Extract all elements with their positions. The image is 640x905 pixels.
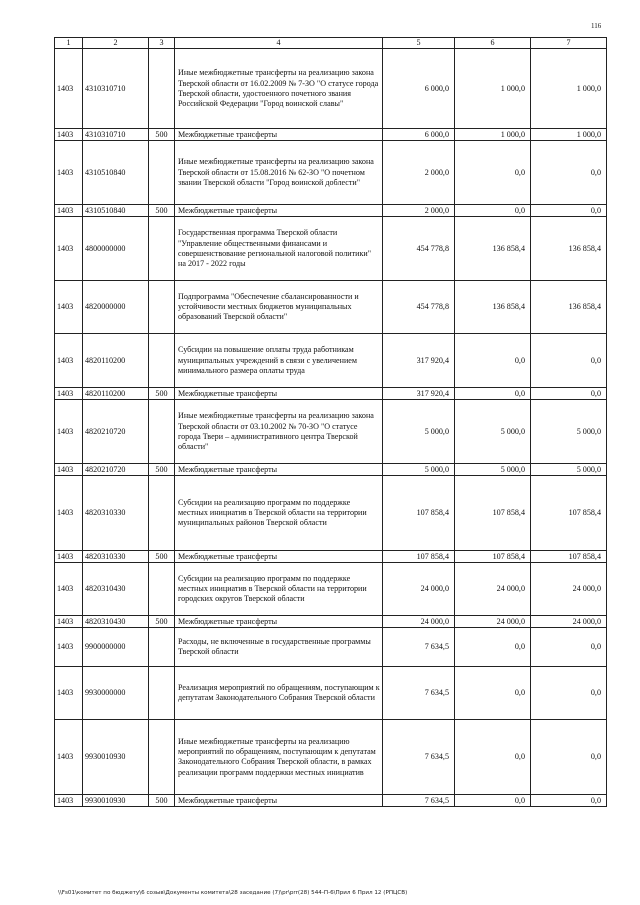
section-code-cell: 1403 bbox=[55, 49, 83, 129]
amount-col6-cell: 107 858,4 bbox=[455, 476, 531, 551]
table-row bbox=[55, 217, 607, 281]
expense-type-cell: 500 bbox=[149, 205, 175, 217]
section-code-cell: 1403 bbox=[55, 720, 83, 795]
amount-col6-cell: 0,0 bbox=[455, 720, 531, 795]
expense-type-cell: 500 bbox=[149, 551, 175, 563]
budget-table bbox=[54, 37, 607, 807]
description-cell: Межбюджетные трансферты bbox=[175, 205, 383, 217]
amount-col5-cell: 107 858,4 bbox=[383, 476, 455, 551]
amount-col7-cell: 0,0 bbox=[531, 795, 607, 807]
description-cell: Подпрограмма "Обеспечение сбалансированности и устойчивости местных бюджетов муниципальных образований Тверской области" bbox=[175, 281, 383, 334]
page-number: 116 bbox=[591, 22, 602, 30]
target-code-cell: 4310310710 bbox=[83, 129, 149, 141]
section-code-cell: 1403 bbox=[55, 388, 83, 400]
amount-col6-cell: 0,0 bbox=[455, 628, 531, 667]
amount-col5-cell: 24 000,0 bbox=[383, 616, 455, 628]
table-row bbox=[55, 388, 607, 400]
header-cell: 5 bbox=[383, 38, 455, 49]
section-code-cell: 1403 bbox=[55, 616, 83, 628]
expense-type-cell: 500 bbox=[149, 388, 175, 400]
target-code-cell: 4310510840 bbox=[83, 205, 149, 217]
amount-col5-cell: 6 000,0 bbox=[383, 49, 455, 129]
amount-col5-cell: 24 000,0 bbox=[383, 563, 455, 616]
amount-col6-cell: 0,0 bbox=[455, 334, 531, 388]
table-row bbox=[55, 720, 607, 795]
table-row bbox=[55, 49, 607, 129]
amount-col6-cell: 1 000,0 bbox=[455, 129, 531, 141]
section-code-cell: 1403 bbox=[55, 129, 83, 141]
amount-col7-cell: 0,0 bbox=[531, 205, 607, 217]
table-row bbox=[55, 129, 607, 141]
amount-col5-cell: 107 858,4 bbox=[383, 551, 455, 563]
amount-col7-cell: 107 858,4 bbox=[531, 551, 607, 563]
amount-col7-cell: 0,0 bbox=[531, 334, 607, 388]
target-code-cell: 9930010930 bbox=[83, 795, 149, 807]
section-code-cell: 1403 bbox=[55, 667, 83, 720]
header-cell: 4 bbox=[175, 38, 383, 49]
amount-col7-cell: 5 000,0 bbox=[531, 464, 607, 476]
amount-col6-cell: 0,0 bbox=[455, 667, 531, 720]
header-cell: 2 bbox=[83, 38, 149, 49]
amount-col5-cell: 454 778,8 bbox=[383, 217, 455, 281]
description-cell: Реализация мероприятий по обращениям, поступающим к депутатам Законодательного Собрания Тверской области bbox=[175, 667, 383, 720]
amount-col6-cell: 136 858,4 bbox=[455, 281, 531, 334]
table-row bbox=[55, 281, 607, 334]
amount-col5-cell: 5 000,0 bbox=[383, 464, 455, 476]
amount-col7-cell: 1 000,0 bbox=[531, 129, 607, 141]
description-cell: Субсидии на реализацию программ по поддержке местных инициатив в Тверской области на территории городских округов Тверской области bbox=[175, 563, 383, 616]
amount-col7-cell: 0,0 bbox=[531, 628, 607, 667]
expense-type-cell: 500 bbox=[149, 795, 175, 807]
amount-col5-cell: 7 634,5 bbox=[383, 628, 455, 667]
section-code-cell: 1403 bbox=[55, 551, 83, 563]
amount-col5-cell: 454 778,8 bbox=[383, 281, 455, 334]
target-code-cell: 4820310430 bbox=[83, 616, 149, 628]
description-cell: Иные межбюджетные трансферты на реализацию закона Тверской области от 03.10.2002 № 70-ЗО "О статусе города Твери – административного центра Тверской области" bbox=[175, 400, 383, 464]
target-code-cell: 4820310330 bbox=[83, 551, 149, 563]
amount-col6-cell: 1 000,0 bbox=[455, 49, 531, 129]
target-code-cell: 4800000000 bbox=[83, 217, 149, 281]
amount-col5-cell: 7 634,5 bbox=[383, 720, 455, 795]
amount-col5-cell: 7 634,5 bbox=[383, 667, 455, 720]
target-code-cell: 4820310430 bbox=[83, 563, 149, 616]
expense-type-cell: 500 bbox=[149, 616, 175, 628]
expense-type-cell bbox=[149, 217, 175, 281]
table-row bbox=[55, 334, 607, 388]
expense-type-cell: 500 bbox=[149, 464, 175, 476]
table-row bbox=[55, 616, 607, 628]
target-code-cell: 9900000000 bbox=[83, 628, 149, 667]
amount-col5-cell: 317 920,4 bbox=[383, 334, 455, 388]
amount-col7-cell: 0,0 bbox=[531, 388, 607, 400]
header-cell: 7 bbox=[531, 38, 607, 49]
amount-col6-cell: 24 000,0 bbox=[455, 616, 531, 628]
amount-col6-cell: 0,0 bbox=[455, 388, 531, 400]
target-code-cell: 4820210720 bbox=[83, 400, 149, 464]
amount-col6-cell: 24 000,0 bbox=[455, 563, 531, 616]
table-row bbox=[55, 628, 607, 667]
amount-col7-cell: 5 000,0 bbox=[531, 400, 607, 464]
expense-type-cell bbox=[149, 628, 175, 667]
expense-type-cell bbox=[149, 141, 175, 205]
section-code-cell: 1403 bbox=[55, 217, 83, 281]
target-code-cell: 9930000000 bbox=[83, 667, 149, 720]
description-cell: Иные межбюджетные трансферты на реализацию закона Тверской области от 15.08.2016 № 62-ЗО "О почетном звании Тверской области "Город воинской доблести" bbox=[175, 141, 383, 205]
section-code-cell: 1403 bbox=[55, 400, 83, 464]
expense-type-cell bbox=[149, 49, 175, 129]
amount-col5-cell: 2 000,0 bbox=[383, 205, 455, 217]
section-code-cell: 1403 bbox=[55, 464, 83, 476]
amount-col5-cell: 2 000,0 bbox=[383, 141, 455, 205]
section-code-cell: 1403 bbox=[55, 334, 83, 388]
target-code-cell: 4820110200 bbox=[83, 388, 149, 400]
amount-col7-cell: 107 858,4 bbox=[531, 476, 607, 551]
target-code-cell: 4820000000 bbox=[83, 281, 149, 334]
section-code-cell: 1403 bbox=[55, 563, 83, 616]
target-code-cell: 4310510840 bbox=[83, 141, 149, 205]
amount-col6-cell: 107 858,4 bbox=[455, 551, 531, 563]
expense-type-cell bbox=[149, 720, 175, 795]
description-cell: Субсидии на реализацию программ по поддержке местных инициатив в Тверской области на территории муниципальных районов Тверской области bbox=[175, 476, 383, 551]
table-row bbox=[55, 667, 607, 720]
expense-type-cell bbox=[149, 281, 175, 334]
description-cell: Межбюджетные трансферты bbox=[175, 464, 383, 476]
section-code-cell: 1403 bbox=[55, 205, 83, 217]
section-code-cell: 1403 bbox=[55, 795, 83, 807]
amount-col7-cell: 24 000,0 bbox=[531, 616, 607, 628]
table-row bbox=[55, 563, 607, 616]
description-cell: Расходы, не включенные в государственные программы Тверской области bbox=[175, 628, 383, 667]
amount-col7-cell: 0,0 bbox=[531, 720, 607, 795]
section-code-cell: 1403 bbox=[55, 476, 83, 551]
description-cell: Субсидии на повышение оплаты труда работникам муниципальных учреждений в связи с увеличением минимального размера оплаты труда bbox=[175, 334, 383, 388]
table-row bbox=[55, 205, 607, 217]
description-cell: Межбюджетные трансферты bbox=[175, 388, 383, 400]
header-cell: 3 bbox=[149, 38, 175, 49]
table-row bbox=[55, 464, 607, 476]
expense-type-cell bbox=[149, 563, 175, 616]
amount-col6-cell: 136 858,4 bbox=[455, 217, 531, 281]
expense-type-cell bbox=[149, 400, 175, 464]
amount-col7-cell: 0,0 bbox=[531, 667, 607, 720]
description-cell: Межбюджетные трансферты bbox=[175, 551, 383, 563]
header-cell: 6 bbox=[455, 38, 531, 49]
amount-col7-cell: 1 000,0 bbox=[531, 49, 607, 129]
amount-col7-cell: 136 858,4 bbox=[531, 217, 607, 281]
amount-col7-cell: 0,0 bbox=[531, 141, 607, 205]
description-cell: Межбюджетные трансферты bbox=[175, 616, 383, 628]
description-cell: Иные межбюджетные трансферты на реализацию закона Тверской области от 16.02.2009 № 7-ЗО "О статусе города Тверской области, удостоенного почетного звания Российской Федерации "Город воинской славы" bbox=[175, 49, 383, 129]
amount-col6-cell: 0,0 bbox=[455, 795, 531, 807]
expense-type-cell bbox=[149, 476, 175, 551]
expense-type-cell bbox=[149, 334, 175, 388]
description-cell: Иные межбюджетные трансферты на реализацию мероприятий по обращениям, поступающим к депутатам Законодательного Собрания Тверской области, в рамках реализации программ поддержки местных инициатив bbox=[175, 720, 383, 795]
table-row bbox=[55, 141, 607, 205]
section-code-cell: 1403 bbox=[55, 281, 83, 334]
section-code-cell: 1403 bbox=[55, 628, 83, 667]
table-row bbox=[55, 400, 607, 464]
table-row bbox=[55, 476, 607, 551]
target-code-cell: 4820110200 bbox=[83, 334, 149, 388]
amount-col6-cell: 0,0 bbox=[455, 205, 531, 217]
amount-col7-cell: 24 000,0 bbox=[531, 563, 607, 616]
amount-col5-cell: 317 920,4 bbox=[383, 388, 455, 400]
header-cell: 1 bbox=[55, 38, 83, 49]
description-cell: Межбюджетные трансферты bbox=[175, 129, 383, 141]
amount-col7-cell: 136 858,4 bbox=[531, 281, 607, 334]
target-code-cell: 4820210720 bbox=[83, 464, 149, 476]
footer-file-path: \\Fs01\комитет по бюджету\6 созыв\Документы комитета\28 заседание (7)\pr\prr(28) 544-П-6\Прил 6 Прил 12 (РПЦСВ) bbox=[58, 890, 408, 896]
amount-col6-cell: 5 000,0 bbox=[455, 464, 531, 476]
amount-col6-cell: 0,0 bbox=[455, 141, 531, 205]
description-cell: Государственная программа Тверской области "Управление общественными финансами и совершенствование региональной налоговой политики" на 2017 - 2022 годы bbox=[175, 217, 383, 281]
expense-type-cell: 500 bbox=[149, 129, 175, 141]
amount-col5-cell: 5 000,0 bbox=[383, 400, 455, 464]
section-code-cell: 1403 bbox=[55, 141, 83, 205]
target-code-cell: 9930010930 bbox=[83, 720, 149, 795]
target-code-cell: 4820310330 bbox=[83, 476, 149, 551]
description-cell: Межбюджетные трансферты bbox=[175, 795, 383, 807]
amount-col5-cell: 7 634,5 bbox=[383, 795, 455, 807]
target-code-cell: 4310310710 bbox=[83, 49, 149, 129]
amount-col5-cell: 6 000,0 bbox=[383, 129, 455, 141]
table-row bbox=[55, 795, 607, 807]
header-row bbox=[55, 38, 607, 49]
amount-col6-cell: 5 000,0 bbox=[455, 400, 531, 464]
table-row bbox=[55, 551, 607, 563]
expense-type-cell bbox=[149, 667, 175, 720]
